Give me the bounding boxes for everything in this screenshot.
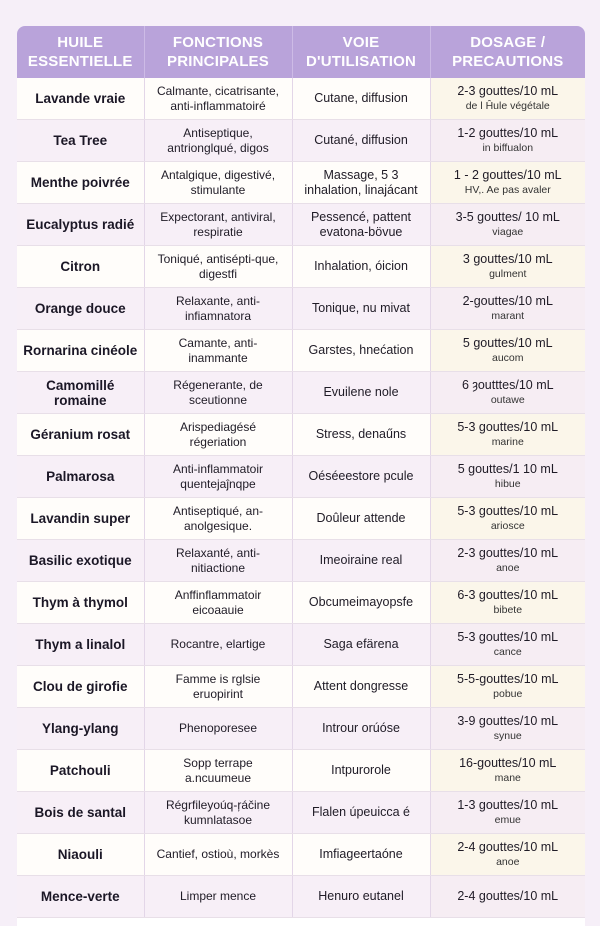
- table-row: [17, 204, 585, 246]
- dosage-cell: [430, 666, 585, 708]
- essential-oils-table: [17, 26, 585, 918]
- dosage-note: gulment: [489, 267, 527, 280]
- functions-cell: Expectorant, antiviral, respiratie: [144, 204, 292, 246]
- oil-name-cell: Camomillé romaine: [17, 372, 144, 414]
- route-cell: Doûleur attende: [292, 498, 430, 540]
- dosage-amount: 5 gouttes/1 10 mL: [457, 461, 558, 476]
- table-row: [17, 414, 585, 456]
- route-cell: Intpurorole: [292, 750, 430, 792]
- table-row: [17, 708, 585, 750]
- route-cell: Saga efärena: [292, 624, 430, 666]
- oil-name-cell: Rornarina cinéole: [17, 330, 144, 372]
- table-row: [17, 582, 585, 624]
- route-cell: Obcumeimayopsfe: [292, 582, 430, 624]
- table-header: [17, 26, 585, 78]
- functions-cell: Camante, anti-inammante: [144, 330, 292, 372]
- route-cell: Introur orúóse: [292, 708, 430, 750]
- dosage-note: viagae: [492, 225, 524, 238]
- table-row: [17, 834, 585, 876]
- dosage-note: ariosce: [490, 519, 525, 532]
- oil-name-cell: Thym à thymol: [17, 582, 144, 624]
- table-row: [17, 162, 585, 204]
- dosage-note: hibue: [494, 477, 521, 490]
- functions-cell: Anti-inflammatoir quentejaĵnqpe: [144, 456, 292, 498]
- oil-name-cell: Mence-verte: [17, 876, 144, 918]
- oil-name-cell: Lavande vraie: [17, 78, 144, 120]
- functions-cell: Toniqué, antisépti-que, digestfi: [144, 246, 292, 288]
- header-dosage-precautions: DOSAGE / PRECAUTIONS: [430, 26, 585, 78]
- dosage-amount: 5 gouttes/10 mL: [462, 335, 553, 350]
- functions-cell: Famme is rglsie eruopirint: [144, 666, 292, 708]
- table-row: [17, 372, 585, 414]
- dosage-cell: [430, 708, 585, 750]
- dosage-note: anoe: [496, 855, 520, 868]
- functions-cell: Limper mence: [144, 876, 292, 918]
- dosage-note: mane: [494, 771, 521, 784]
- essential-oils-table-card: [17, 26, 585, 926]
- dosage-note: in biffualon: [482, 141, 534, 154]
- dosage-amount: 6 ȝoutttes/10 mL: [461, 377, 554, 392]
- route-cell: Cutané, diffusion: [292, 120, 430, 162]
- dosage-amount: 2-4 gouttes/10 mL: [457, 889, 559, 903]
- dosage-cell: [430, 498, 585, 540]
- dosage-amount: 5-5-gouttes/10 mL: [457, 671, 559, 686]
- oil-name-cell: Palmarosa: [17, 456, 144, 498]
- table-body: [17, 78, 585, 918]
- dosage-note: de l Ĥule végétale: [465, 99, 550, 112]
- table-row: [17, 498, 585, 540]
- dosage-cell: [430, 624, 585, 666]
- dosage-cell: [430, 414, 585, 456]
- dosage-cell: [430, 540, 585, 582]
- dosage-amount: 1-2 gouttes/10 mL: [457, 125, 559, 140]
- table-row: [17, 246, 585, 288]
- dosage-cell: [430, 750, 585, 792]
- dosage-amount: 16-gouttes/10 mL: [459, 755, 557, 770]
- table-row: [17, 288, 585, 330]
- dosage-note: anoe: [496, 561, 520, 574]
- dosage-amount: 1-3 gouttes/10 mL: [457, 797, 559, 812]
- dosage-note: marine: [491, 435, 524, 448]
- dosage-cell: [430, 120, 585, 162]
- oil-name-cell: Tea Tree: [17, 120, 144, 162]
- dosage-cell: [430, 372, 585, 414]
- dosage-note: bibete: [493, 603, 523, 616]
- header-essential-oil: HUILE ESSENTIELLE: [17, 26, 144, 78]
- route-cell: Cutane, diffusion: [292, 78, 430, 120]
- dosage-note: synue: [493, 729, 522, 742]
- oil-name-cell: Citron: [17, 246, 144, 288]
- functions-cell: Sopp terrape a.ncuumeue: [144, 750, 292, 792]
- oil-name-cell: Bois de santal: [17, 792, 144, 834]
- dosage-note: outawe: [490, 393, 525, 406]
- route-cell: Attent dongresse: [292, 666, 430, 708]
- dosage-amount: 5-3 gouttes/10 mL: [457, 629, 559, 644]
- oil-name-cell: Niaouli: [17, 834, 144, 876]
- oil-name-cell: Ylang-ylang: [17, 708, 144, 750]
- dosage-cell: [430, 204, 585, 246]
- dosage-note: cance: [493, 645, 522, 658]
- dosage-cell: [430, 162, 585, 204]
- dosage-note: HV,. Ae pas avaler: [464, 183, 551, 196]
- oil-name-cell: Basilic exotique: [17, 540, 144, 582]
- dosage-amount: 3-9 gouttes/10 mL: [457, 713, 559, 728]
- table-row: [17, 750, 585, 792]
- table-row: [17, 456, 585, 498]
- dosage-amount: 3 gouttes/10 mL: [462, 251, 553, 266]
- route-cell: Massage, 5 3 inhalation, linajácant: [292, 162, 430, 204]
- functions-cell: Anffinflammatoir eicoaauie: [144, 582, 292, 624]
- dosage-cell: [430, 876, 585, 918]
- dosage-cell: [430, 834, 585, 876]
- oil-name-cell: Patchouli: [17, 750, 144, 792]
- dosage-amount: 2-4 gouttes/10 mL: [457, 839, 559, 854]
- header-main-functions: FONCTIONS PRINCIPALES: [144, 26, 292, 78]
- table-row: [17, 120, 585, 162]
- functions-cell: Antalgique, digestivé, stimulante: [144, 162, 292, 204]
- oil-name-cell: Clou de girofie: [17, 666, 144, 708]
- oil-name-cell: Lavandin super: [17, 498, 144, 540]
- functions-cell: Relaxante, anti-infiamnatora: [144, 288, 292, 330]
- functions-cell: Phenoporesee: [144, 708, 292, 750]
- dosage-amount: 3-5 gouttes/ 10 mL: [455, 209, 560, 224]
- dosage-amount: 2-gouttes/10 mL: [462, 293, 553, 308]
- table-row: [17, 540, 585, 582]
- dosage-amount: 2-3 gouttes/10 mL: [457, 83, 559, 98]
- table-row: [17, 330, 585, 372]
- functions-cell: Arispediagésé régeriation: [144, 414, 292, 456]
- functions-cell: Relaxanté, anti-nitiactione: [144, 540, 292, 582]
- table-row: [17, 624, 585, 666]
- table-row: [17, 666, 585, 708]
- oil-name-cell: Géranium rosat: [17, 414, 144, 456]
- oil-name-cell: Eucalyptus radié: [17, 204, 144, 246]
- functions-cell: Régenerante, de sceutionne: [144, 372, 292, 414]
- route-cell: Henuro eutanel: [292, 876, 430, 918]
- dosage-amount: 6-3 gouttes/10 mL: [457, 587, 559, 602]
- dosage-amount: 5-3 gouttes/10 mL: [457, 419, 559, 434]
- dosage-note: aucom: [491, 351, 524, 364]
- route-cell: Stress, denaűns: [292, 414, 430, 456]
- route-cell: Tonique, nu mivat: [292, 288, 430, 330]
- dosage-cell: [430, 330, 585, 372]
- route-cell: Flalen úpeuicca é: [292, 792, 430, 834]
- dosage-cell: [430, 456, 585, 498]
- route-cell: Pessencé, pattent evatona-bövue: [292, 204, 430, 246]
- dosage-amount: 1 - 2 gouttes/10 mL: [453, 167, 562, 182]
- oil-name-cell: Thym a linalol: [17, 624, 144, 666]
- route-cell: Inhalation, óicion: [292, 246, 430, 288]
- dosage-amount: 5-3 gouttes/10 mL: [457, 503, 559, 518]
- dosage-cell: [430, 78, 585, 120]
- dosage-amount: 2-3 gouttes/10 mL: [457, 545, 559, 560]
- dosage-note: marant: [491, 309, 525, 322]
- route-cell: Evuilene nole: [292, 372, 430, 414]
- functions-cell: Régrfileyoúq-ŗáčine kumnlatasoe: [144, 792, 292, 834]
- dosage-cell: [430, 246, 585, 288]
- route-cell: Oéséeestore pcule: [292, 456, 430, 498]
- dosage-note: emue: [494, 813, 521, 826]
- dosage-cell: [430, 288, 585, 330]
- route-cell: Garstes, hnećation: [292, 330, 430, 372]
- functions-cell: Rocantre, elartige: [144, 624, 292, 666]
- oil-name-cell: Orange douce: [17, 288, 144, 330]
- dosage-cell: [430, 792, 585, 834]
- header-usage-route: VOIE D'UTILISATION: [292, 26, 430, 78]
- table-row: [17, 792, 585, 834]
- table-row: [17, 876, 585, 918]
- dosage-note: pobue: [493, 687, 523, 700]
- table-row: [17, 78, 585, 120]
- route-cell: Imfiageertaóne: [292, 834, 430, 876]
- route-cell: Imeoiraine real: [292, 540, 430, 582]
- functions-cell: Antiseptique, antrionglqué, digos: [144, 120, 292, 162]
- dosage-cell: [430, 582, 585, 624]
- oil-name-cell: Menthe poivrée: [17, 162, 144, 204]
- functions-cell: Antiseptiqué, an-anolgesique.: [144, 498, 292, 540]
- header-row: [17, 26, 585, 78]
- functions-cell: Cantief, ostioù, morkès: [144, 834, 292, 876]
- functions-cell: Calmante, cicatrisante, anti-inflammatoiré: [144, 78, 292, 120]
